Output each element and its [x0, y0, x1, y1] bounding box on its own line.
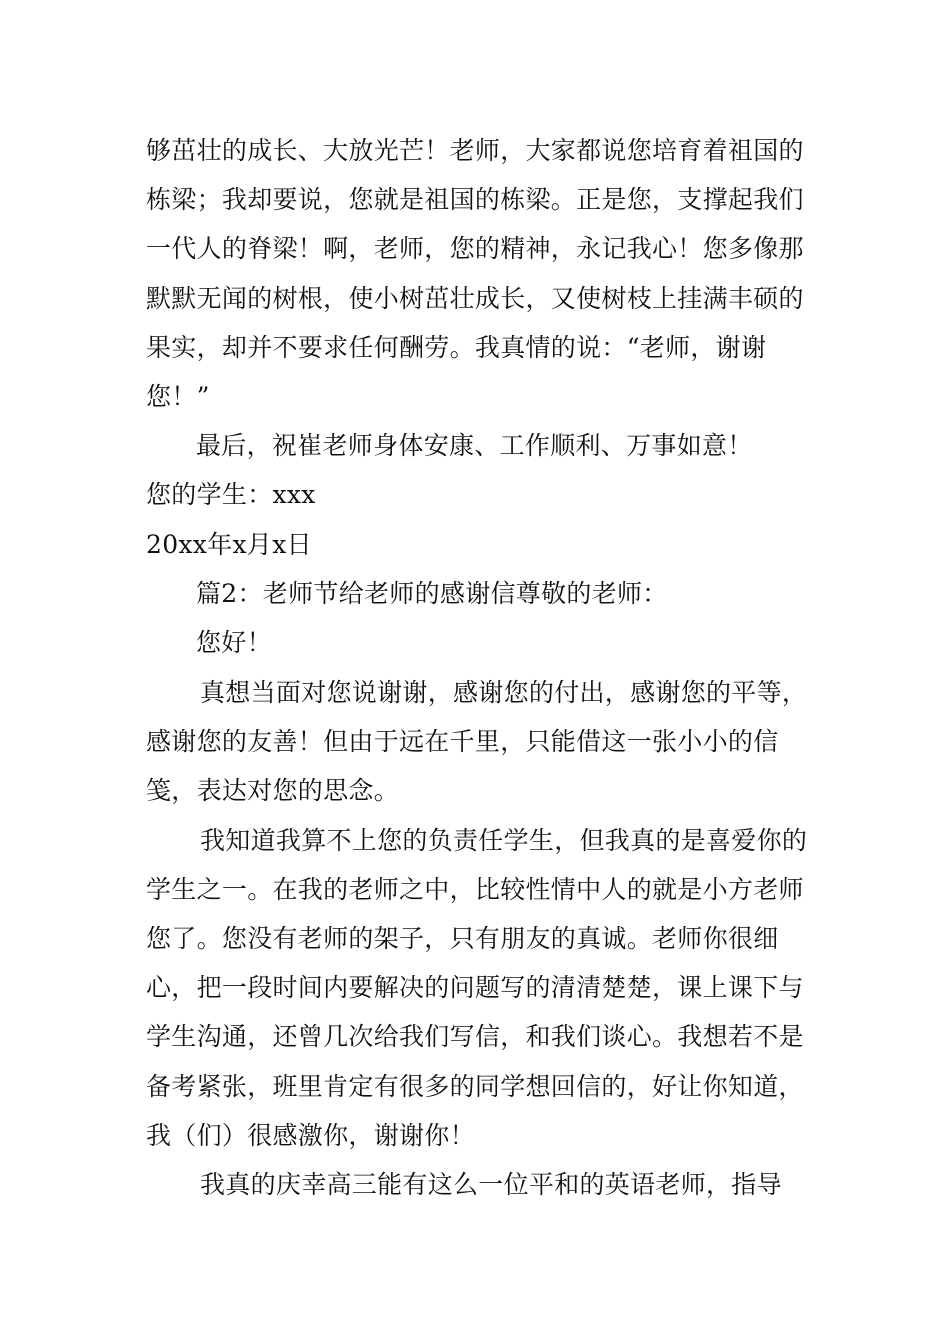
- paragraph-teacher-description: 我知道我算不上您的负责任学生，但我真的是喜爱你的学生之一。在我的老师之中，比较性情中人的就是小方老师您了。您没有老师的架子，只有朋友的真诚。老师你很细心，把一段时间内要解决的问题写的清清楚楚，课上课下与学生沟通，还曾几次给我们写信，和我们谈心。我想若不是备考紧张，班里肯定有很多的同学想回信的，好让你知道，我（们）很感激你，谢谢你！: [146, 825, 808, 1150]
- paragraph-thanks: 真想当面对您说谢谢，感谢您的付出，感谢您的平等，感谢您的友善！但由于远在千里，只能借这一张小小的信笺，表达对您的思念。: [146, 678, 808, 806]
- document-body-part2: [146, 668, 810, 1209]
- paragraph-english-teacher: 我真的庆幸高三能有这么一位平和的英语老师，指导: [200, 1170, 782, 1200]
- section-heading: 篇2：老师节给老师的感谢信尊敬的老师：: [196, 578, 668, 608]
- greeting-line: 您好！: [196, 628, 272, 658]
- signature-line: 您的学生：xxx: [146, 480, 316, 510]
- paragraph-continuation: 够茁壮的成长、大放光芒！老师，大家都说您培育着祖国的栋梁；我却要说，您就是祖国的栋梁。正是您，支撑起我们一代人的脊梁！啊，老师，您的精神，永记我心！您多像那默默无闻的树根，使小树茁壮成长，又使树枝上挂满丰硕的果实，却并不要求任何酬劳。我真情的说：“老师，谢谢您！”: [146, 136, 804, 412]
- document-body-part1: [146, 126, 810, 667]
- paragraph-closing-wish: 最后，祝崔老师身体安康、工作顺利、万事如意！: [196, 431, 753, 461]
- date-line: 20xx年x月x日: [146, 529, 312, 559]
